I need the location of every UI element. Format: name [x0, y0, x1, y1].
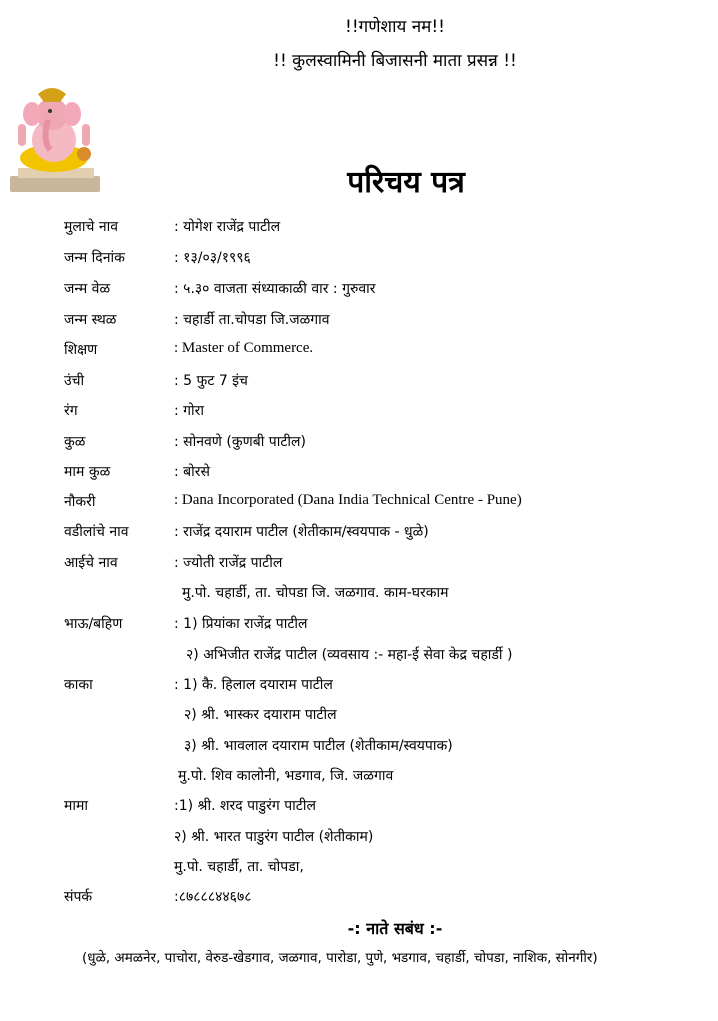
maternal-uncles-label: मामा	[64, 798, 88, 814]
job-value: : Dana Incorporated (Dana India Technical Centre - Pune)	[174, 492, 522, 508]
job-label: नौकरी	[64, 494, 96, 510]
sibling-1: : 1) प्रियांका राजेंद्र पाटील	[174, 616, 308, 632]
maternal-uncle-2: २) श्री. भारत पाडुरंग पाटील (शेतीकाम)	[174, 829, 374, 845]
dob-value: : १३/०३/१९९६	[174, 250, 251, 266]
contact-label: संपर्क	[64, 889, 93, 905]
height-value: : 5 फुट 7 इंच	[174, 373, 248, 389]
address-value: मु.पो. चहार्डी, ता. चोपडा जि. जळगाव. काम-घरकाम	[182, 585, 449, 601]
complexion-value: : गोरा	[174, 403, 205, 419]
mother-value: : ज्योती राजेंद्र पाटील	[174, 555, 283, 571]
height-label: उंची	[64, 373, 85, 389]
maternal-clan-label: माम कुळ	[64, 464, 111, 480]
name-value: : योगेश राजेंद्र पाटील	[174, 219, 281, 235]
uncle-1: : 1) कै. हिलाल दयाराम पाटील	[174, 677, 333, 693]
education-value: : Master of Commerce.	[174, 340, 314, 356]
uncles-address: मु.पो. शिव कालोनी, भडगाव, जि. जळगाव	[178, 768, 394, 784]
siblings-label: भाऊ/बहिण	[64, 616, 123, 632]
birth-time-value: : ५.३० वाजता संध्याकाळी वार : गुरुवार	[174, 281, 376, 297]
clan-value: : सोनवणे (कुणबी पाटील)	[174, 434, 307, 450]
birth-place-label: जन्म स्थळ	[64, 312, 117, 328]
name-label: मुलाचे नाव	[64, 219, 119, 235]
birth-time-label: जन्म वेळ	[64, 281, 111, 297]
invocation-line-1: !!गणेशाय नम!!	[345, 17, 445, 37]
uncle-2: २) श्री. भास्कर दयाराम पाटील	[184, 707, 337, 723]
maternal-uncles-address: मु.पो. चहार्डी, ता. चोपडा,	[174, 859, 304, 875]
uncle-3: ३) श्री. भावलाल दयाराम पाटील (शेतीकाम/स्वयपाक)	[184, 738, 453, 754]
sibling-2: २) अभिजीत राजेंद्र पाटील (व्यवसाय :- महा-ई सेवा केद्र चहार्डी )	[186, 647, 513, 663]
maternal-uncle-1: :1) श्री. शरद पाडुरंग पाटील	[174, 798, 316, 814]
dob-label: जन्म दिनांक	[64, 250, 125, 266]
birth-place-value: : चहार्डी ता.चोपडा जि.जळगाव	[174, 312, 330, 328]
relations-places: (धुळे, अमळनेर, पाचोरा, वेरुड-खेडगाव, जळगाव, पारोडा, पुणे, भडगाव, चहार्डी, चोपडा, नाशिक, सोनगीर)	[82, 950, 598, 966]
complexion-label: रंग	[64, 403, 78, 419]
contact-value: :८७८८८४४६७८	[174, 889, 252, 905]
mother-label: आईचे नाव	[64, 555, 118, 571]
maternal-clan-value: : बोरसे	[174, 464, 210, 480]
clan-label: कुळ	[64, 434, 86, 450]
uncles-label: काका	[64, 677, 93, 693]
education-label: शिक्षण	[64, 342, 98, 358]
page-title: परिचय पत्र	[347, 165, 465, 200]
father-value: : राजेंद्र दयाराम पाटील (शेतीकाम/स्वयपाक - धुळे)	[174, 524, 429, 540]
relations-heading: -: नाते सबंध :-	[347, 919, 443, 938]
father-label: वडीलांचे नाव	[64, 524, 129, 540]
invocation-line-2: !! कुलस्वामिनी बिजासनी माता प्रसन्न !!	[273, 51, 517, 71]
